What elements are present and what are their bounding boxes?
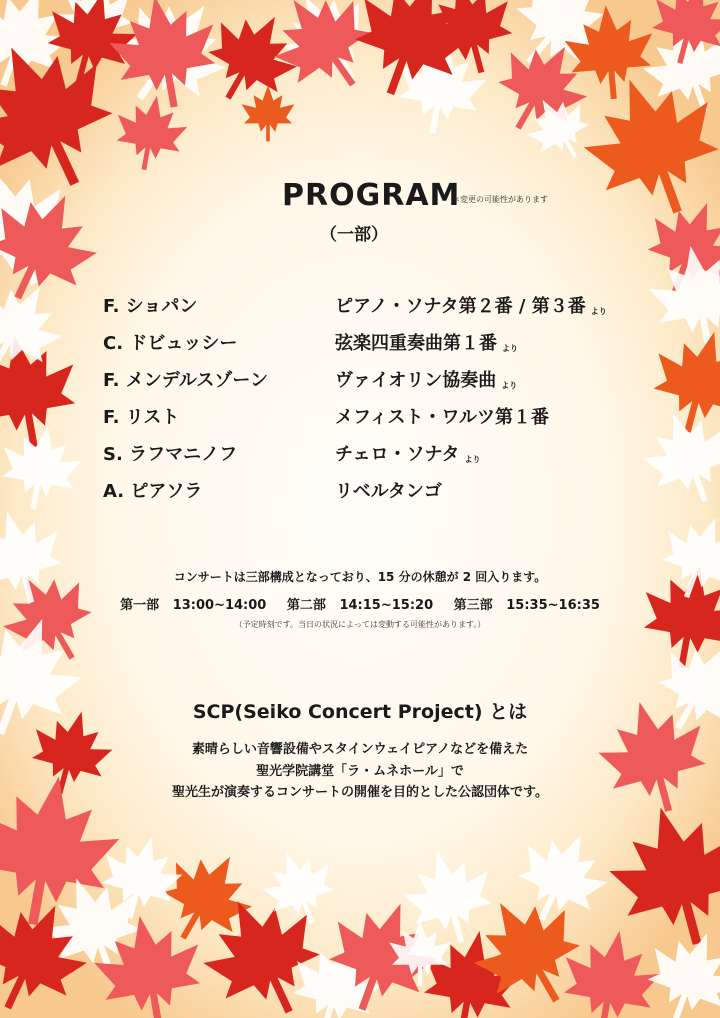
program-row (103, 366, 663, 403)
yori-suffix: より (502, 344, 518, 353)
composer-name: F. ショパン (103, 296, 198, 317)
piece-title: メフィスト・ワルツ第１番 (335, 407, 550, 428)
program-row (103, 403, 663, 440)
composer-name: F. リスト (103, 407, 180, 428)
schedule-line (0, 594, 720, 613)
program-list (103, 292, 663, 514)
program-row (103, 477, 663, 514)
part-1: 第一部 13:00~14:00 (120, 598, 267, 613)
composer-name: A. ピアソラ (103, 481, 203, 502)
program-row (103, 292, 663, 329)
concert-structure: コンサートは三部構成となっており、15 分の休憩が 2 回入ります。 (173, 570, 547, 584)
scp-description-line-1: 素晴らしい音響設備やスタインウェイピアノなどを備えた (191, 742, 529, 757)
piece-title: リベルタンゴ (335, 481, 442, 502)
scp-description-line-3: 聖光生が演奏するコンサートの開催を目的とした公認団体です。 (172, 785, 548, 800)
maple-leaf-icon (109, 89, 191, 175)
composer-name: F. メンデルスゾーン (103, 370, 268, 391)
maple-leaf-icon (554, 922, 667, 1018)
yori-suffix: より (590, 307, 607, 316)
piece-title: ピアノ・ソナタ第２番 / 第３番 より (335, 296, 607, 317)
part-2: 第二部 14:15~15:20 (286, 598, 434, 613)
yori-suffix: より (464, 455, 481, 464)
scp-heading: SCP(Seiko Concert Project) とは (192, 701, 528, 723)
change-notice: ＊変更の可能性があります (452, 195, 548, 204)
piece-title: ヴァイオリン協奏曲 より (335, 370, 518, 391)
part-3: 第三部 15:35~16:35 (453, 598, 600, 613)
piece-title: チェロ・ソナタ より (335, 444, 481, 465)
page-subtitle: （一部） (320, 225, 388, 245)
program-row (103, 440, 663, 477)
schedule-note: （予定時刻です。当日の状況によっては変動する可能性があります。） (234, 620, 486, 629)
maple-leaf-icon (597, 790, 720, 960)
composer-name: C. ドビュッシー (103, 333, 238, 354)
piece-title: 弦楽四重奏曲第１番 より (335, 333, 518, 354)
page-title: PROGRAM (282, 178, 461, 213)
program-row (103, 329, 663, 366)
maple-leaf-icon (0, 419, 87, 516)
scp-description-line-2: 聖光学院講堂「ラ・ムネホール」で (256, 764, 464, 779)
maple-leaf-icon (242, 85, 295, 141)
yori-suffix: より (501, 381, 518, 390)
composer-name: S. ラフマニノフ (103, 444, 238, 465)
